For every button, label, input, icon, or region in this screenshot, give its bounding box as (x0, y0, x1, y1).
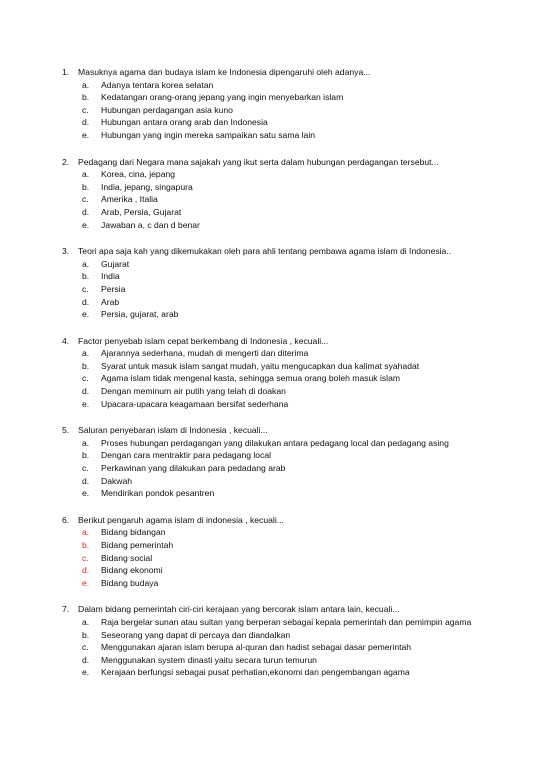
option-letter: c. (82, 463, 89, 474)
option-letter: e. (82, 577, 90, 588)
question-number: 1. (62, 67, 70, 77)
option-letter: d. (82, 117, 90, 128)
question-number: 2. (62, 156, 70, 167)
option-list (62, 79, 490, 142)
question-text: Factor penyebab islam cepat berkembang di Indonesia , kecuali... (78, 335, 329, 346)
option-text: India, jepang, singapura (101, 181, 193, 192)
option-text: Kerajaan berfungsi sebagai pusat perhatian,ekonomi dan pengembangan agama (101, 667, 410, 678)
option-text: Syarat untuk masuk islam sangat mudah, yaitu mengucapkan dua kalimat syahadat (101, 360, 420, 371)
option-item (62, 360, 490, 373)
option-letter: d. (82, 206, 90, 217)
option-item (62, 629, 490, 642)
option-text: Kedatangan orang-orang jepang yang ingin menyebarkan islam (101, 92, 344, 103)
option-item (62, 270, 490, 283)
option-item (62, 206, 490, 219)
option-text: Adanya tentara korea selatan (101, 79, 214, 90)
option-item (62, 181, 490, 194)
option-text: India (101, 271, 120, 282)
option-letter: c. (82, 194, 89, 205)
option-letter: a. (82, 348, 90, 359)
option-text: Perkawinan yang dilakukan para pedadang arab (101, 463, 286, 474)
option-letter: c. (82, 373, 89, 384)
question-text: Pedagang dari Negara mana sajakah yang ikut serta dalam hubungan perdagangan tersebut... (78, 156, 439, 167)
option-letter: a. (82, 527, 90, 538)
option-letter: e. (82, 488, 90, 499)
option-letter: b. (82, 360, 90, 371)
question-1 (62, 66, 490, 142)
option-text: Persia (101, 283, 126, 294)
option-text: Upacara-upacara keagamaan bersifat sederhana (101, 398, 289, 409)
option-item (62, 193, 490, 206)
option-letter: a. (82, 169, 90, 180)
option-item (62, 462, 490, 475)
question-text: Dalam bidang pemerintah ciri-ciri kerajaan yang bercorak islam antara lain, kecuali... (78, 604, 400, 615)
option-list (62, 347, 490, 410)
option-item (62, 475, 490, 488)
option-item (62, 398, 490, 411)
option-text: Dengan meminum air putih yang telah di doakan (101, 386, 286, 397)
option-text: Raja bergelar sunan atau sultan yang berperan sebagai kepala pemerintah dan pemimpin agama (101, 616, 472, 627)
option-letter: c. (82, 552, 89, 563)
option-list (62, 526, 490, 589)
option-letter: b. (82, 92, 90, 103)
question-4 (62, 335, 490, 411)
option-letter: a. (82, 616, 90, 627)
option-item (62, 116, 490, 129)
question-text: Berikut pengaruh agama islam di indonesia , kecuali... (78, 514, 284, 525)
option-item (62, 666, 490, 679)
question-text: Saluran penyebaran islam di Indonesia , kecuali... (78, 425, 268, 436)
option-text: Ajarannya sederhana, mudah di mengerti dan diterima (101, 348, 309, 359)
option-text: Gujarat (101, 258, 130, 269)
option-text: Seseorang yang dapat di percaya dan diandalkan (101, 629, 291, 640)
option-text: Bidang bidangan (101, 527, 166, 538)
option-letter: b. (82, 450, 90, 461)
option-text: Persia, gujarat, arab (101, 309, 179, 320)
option-letter: e. (82, 309, 90, 320)
option-text: Menggunakan system dinasti yaitu secara turun temurun (101, 654, 317, 665)
option-letter: a. (82, 437, 90, 448)
option-item (62, 437, 490, 450)
option-letter: e. (82, 129, 90, 140)
option-item (62, 526, 490, 539)
option-text: Bidang budaya (101, 577, 159, 588)
option-text: Bidang pemerintah (101, 540, 174, 550)
option-letter: c. (82, 104, 89, 115)
option-item (62, 616, 490, 629)
question-number: 4. (62, 335, 70, 346)
question-5 (62, 424, 490, 500)
option-item (62, 654, 490, 667)
option-letter: d. (82, 565, 90, 576)
option-list (62, 616, 490, 679)
option-letter: c. (82, 283, 89, 294)
option-letter: b. (82, 181, 90, 192)
option-item (62, 577, 490, 590)
option-text: Bidang ekonomi (101, 565, 163, 576)
option-text: Mendirikan pondok pesantren (101, 488, 215, 499)
option-letter: e. (82, 219, 90, 230)
option-item (62, 347, 490, 360)
option-text: Jawaban a, c dan d benar (101, 219, 200, 230)
option-text: Dengan cara mentraktir para pedagang local (101, 450, 272, 461)
question-2 (62, 156, 490, 232)
option-item (62, 219, 490, 232)
option-item (62, 385, 490, 398)
option-item (62, 449, 490, 462)
question-text: Teori apa saja kah yang dikemukakan oleh para ahli tentang pembawa agama islam di Indonesia.. (78, 246, 452, 257)
option-letter: c. (82, 642, 89, 653)
option-text: Hubungan yang ingin mereka sampaikan satu sama lain (101, 129, 316, 140)
option-item (62, 104, 490, 117)
option-item (62, 79, 490, 92)
option-letter: a. (82, 258, 90, 269)
option-item (62, 258, 490, 271)
question-number: 6. (62, 514, 70, 525)
option-item (62, 296, 490, 309)
option-letter: d. (82, 386, 90, 397)
option-letter: b. (82, 540, 90, 550)
option-item (62, 372, 490, 385)
option-text: Korea, cina, jepang (101, 169, 176, 180)
option-list (62, 258, 490, 321)
question-number: 7. (62, 604, 70, 615)
option-item (62, 168, 490, 181)
option-item (62, 283, 490, 296)
option-text: Arab, Persia, Gujarat (101, 206, 182, 217)
option-text: Dakwah (101, 475, 133, 486)
option-item (62, 91, 490, 104)
option-letter: e. (82, 667, 90, 678)
question-number: 5. (62, 425, 70, 436)
option-letter: e. (82, 398, 90, 409)
question-6 (62, 514, 490, 590)
option-item (62, 487, 490, 500)
option-list (62, 168, 490, 231)
question-number: 3. (62, 246, 70, 257)
option-text: Arab (101, 296, 120, 307)
option-text: Proses hubungan perdagangan yang dilakukan antara pedagang local dan pedagang asing (101, 437, 449, 448)
option-item (62, 539, 490, 552)
option-item (62, 308, 490, 321)
option-letter: b. (82, 629, 90, 640)
option-text: Amerika , Italia (101, 194, 158, 205)
option-item (62, 641, 490, 654)
option-letter: d. (82, 296, 90, 307)
option-list (62, 437, 490, 500)
question-3 (62, 245, 490, 321)
option-item (62, 129, 490, 142)
option-letter: d. (82, 654, 90, 665)
option-text: Hubungan perdagangan asia kuno (101, 104, 233, 115)
option-item (62, 564, 490, 577)
option-text: Bidang social (101, 552, 153, 563)
option-text: Agama islam tidak mengenal kasta, sehingga semua orang boleh masuk islam (101, 373, 401, 384)
question-7 (62, 603, 490, 679)
option-letter: b. (82, 271, 90, 282)
option-letter: d. (82, 475, 90, 486)
option-text: Menggunakan ajaran islam berupa al-quran dan hadist sebagai dasar pemerintah (101, 642, 412, 653)
option-text: Hubungan antara orang arab dan Indonesia (101, 117, 268, 128)
option-letter: a. (82, 79, 90, 90)
option-item (62, 552, 490, 565)
question-text: Masuknya agama dan budaya islam ke Indonesia dipengaruhi oleh adanya... (78, 67, 371, 77)
